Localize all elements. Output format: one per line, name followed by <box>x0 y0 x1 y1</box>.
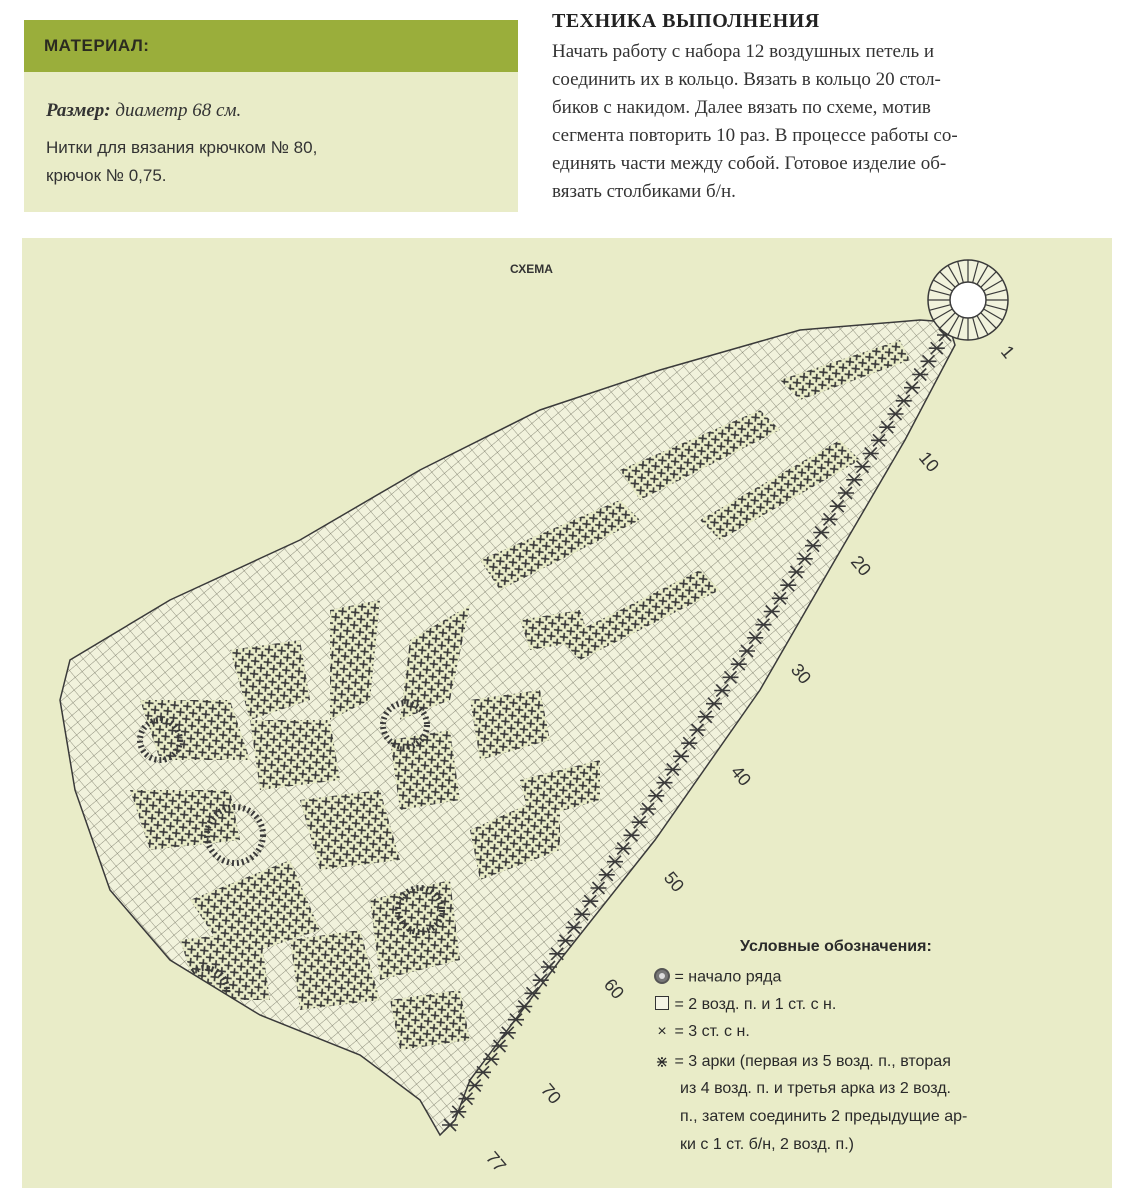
legend-start <box>654 968 781 987</box>
technique-line: вязать столбиками б/н. <box>552 181 736 202</box>
technique-line: Начать работу с набора 12 воздушных петель и <box>552 41 935 62</box>
legend-arch-text-4: ки с 1 ст. б/н, 2 возд. п.) <box>680 1136 854 1153</box>
legend-title: Условные обозначения: <box>740 938 932 955</box>
arch-icon: ⋇ <box>655 1054 669 1071</box>
start-ring <box>928 260 1008 340</box>
square-icon <box>655 996 669 1010</box>
technique-line: соединить их в кольцо. Вязать в кольцо 20 стол- <box>552 69 941 90</box>
row-label: 30 <box>786 659 816 688</box>
legend-arch <box>654 1052 951 1072</box>
legend-arch-text-3: п., затем соединить 2 предыдущие ар- <box>680 1108 968 1125</box>
row-label: 50 <box>659 867 689 896</box>
technique-line: сегмента повторить 10 раз. В процессе работы со- <box>552 125 958 146</box>
row-label: 10 <box>914 447 944 476</box>
scheme-title: СХЕМА <box>510 262 553 276</box>
legend-cross-text: = 3 ст. с н. <box>674 1023 750 1041</box>
technique-line: биков с накидом. Далее вязать по схеме, мотив <box>552 97 931 118</box>
row-label: 1 <box>996 341 1019 363</box>
legend-arch-text-1: = 3 арки (первая из 5 возд. п., вторая <box>674 1053 951 1071</box>
size-value: диаметр 68 см. <box>115 100 242 121</box>
row-label: 60 <box>599 974 629 1003</box>
start-icon <box>654 968 670 984</box>
technique-line: единять части между собой. Готовое изделие об- <box>552 153 947 174</box>
legend-square <box>654 996 836 1014</box>
row-label: 77 <box>481 1147 511 1176</box>
technique-title: ТЕХНИКА ВЫПОЛНЕНИЯ <box>552 10 820 32</box>
yarn-line-1: Нитки для вязания крючком № 80, <box>46 138 318 157</box>
legend-cross <box>654 1023 750 1041</box>
yarn-line-2: крючок № 0,75. <box>46 166 167 185</box>
legend-square-text: = 2 возд. п. и 1 ст. с н. <box>674 996 837 1014</box>
legend-arch-text-2: из 4 возд. п. и третья арка из 2 возд. <box>680 1080 951 1097</box>
legend-start-text: = начало ряда <box>674 968 782 986</box>
cross-icon: × <box>657 1023 667 1040</box>
row-label: 20 <box>846 551 876 580</box>
row-label: 70 <box>536 1079 566 1108</box>
row-label: 40 <box>726 761 756 790</box>
material-header-label: МАТЕРИАЛ: <box>44 36 150 55</box>
size-label: Размер: <box>46 100 111 121</box>
